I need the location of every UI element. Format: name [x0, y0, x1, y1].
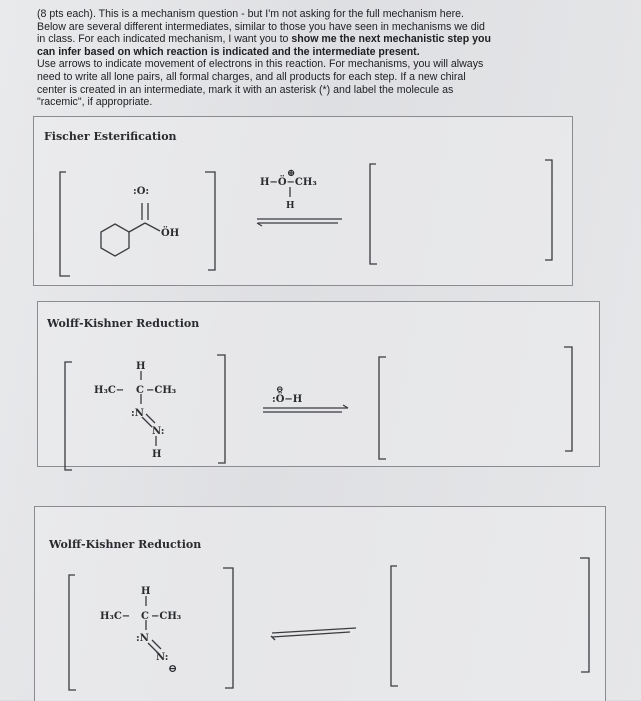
section-title: Fischer Esterification	[44, 130, 177, 143]
methyl-left: H₃C−	[100, 611, 131, 622]
instruction-line: center is created in an intermediate, mark it with an asterisk (*) and label the molecule as	[37, 83, 454, 96]
instruction-line: (8 pts each). This is a mechanism question - but I'm not asking for the full mechanism here.	[37, 8, 464, 20]
central-carbon: C	[136, 385, 144, 396]
nitrogen-1: :N	[136, 633, 149, 644]
product-left-bracket	[370, 164, 377, 264]
right-bracket	[217, 355, 225, 463]
product-left-bracket	[379, 357, 386, 459]
left-bracket	[60, 172, 70, 276]
carbonyl-oxygen: :O:	[133, 186, 150, 197]
right-bracket	[205, 172, 215, 270]
right-bracket	[223, 568, 233, 688]
instruction-text: in class. For each indicated mechanism, I want you to	[37, 33, 292, 46]
instruction-line: can infer based on which reaction is indicated and the intermediate present.	[37, 45, 420, 58]
instruction-line: "racemic", if appropriate.	[37, 96, 153, 109]
methyl-right: −CH₃	[146, 385, 177, 396]
atom-h-top: H	[141, 586, 151, 597]
methyl-left: H₃C−	[94, 385, 125, 396]
left-bracket	[65, 362, 72, 470]
instruction-line: Below are several different intermediates, similar to those you have seen in mechanisms we did	[37, 20, 485, 33]
product-right-bracket	[580, 558, 589, 672]
left-bracket	[69, 575, 76, 690]
nitrogen-2: N:	[156, 652, 169, 663]
methyl-right: −CH₃	[151, 611, 182, 622]
atom-h-bottom: H	[152, 449, 162, 460]
product-right-bracket	[545, 160, 552, 260]
instruction-line: need to write all lone pairs, all formal charges, and all products for each step. If a new chiral	[37, 70, 466, 83]
reagent-methanol: H−Ö−CH₃	[260, 177, 317, 188]
positive-charge: ⊕	[287, 168, 296, 179]
cyclohexane-ring	[101, 224, 129, 256]
section-title: Wolff-Kishner Reduction	[47, 317, 200, 330]
negative-charge: ⊖	[168, 662, 178, 675]
instruction-emphasis: show me the next mechanistic step you	[291, 33, 491, 46]
reagent-hydrogen: H	[286, 201, 295, 211]
product-left-bracket	[391, 566, 398, 686]
nitrogen-1: :N	[131, 408, 144, 419]
central-carbon: C	[141, 611, 149, 622]
hydroxyl-group: ÖH	[161, 228, 180, 239]
reagent-hydroxide: :Ö−H	[272, 394, 303, 405]
section-title: Wolff-Kishner Reduction	[49, 538, 202, 551]
instruction-line: Use arrows to indicate movement of electrons in this reaction. For mechanisms, you will always	[37, 58, 484, 71]
nitrogen-2: N:	[152, 426, 165, 437]
negative-charge: ⊖	[276, 385, 284, 395]
product-right-bracket	[564, 347, 572, 451]
atom-h-top: H	[136, 361, 146, 372]
